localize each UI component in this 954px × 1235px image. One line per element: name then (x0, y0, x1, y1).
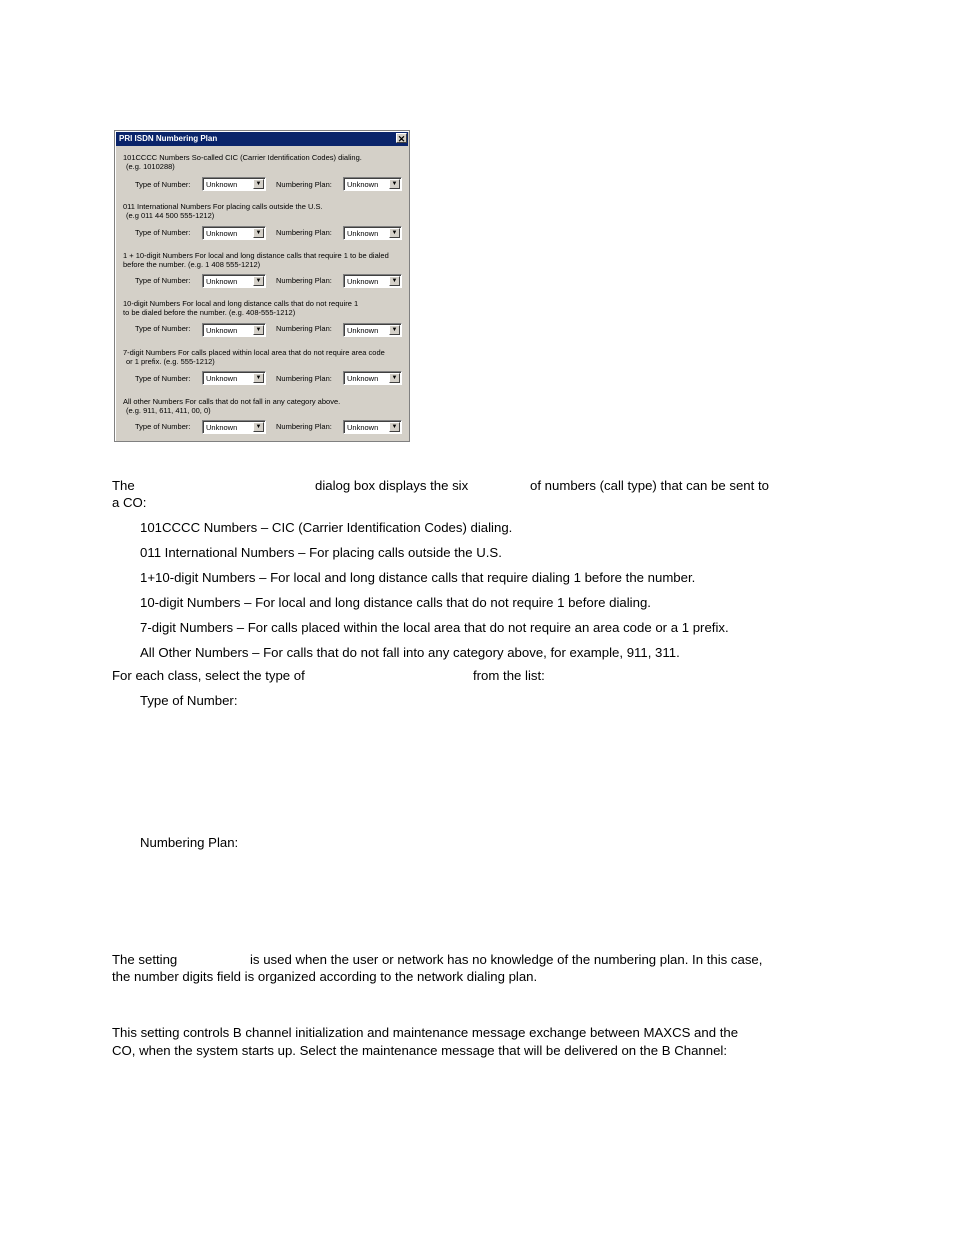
numbering-plan-label: Numbering Plan: (276, 374, 332, 383)
group-7-digit-title: 7-digit Numbers For calls placed within local area that do not require area code (123, 348, 385, 357)
numbering-plan-select[interactable]: Unknown ▼ (343, 226, 402, 240)
type-of-number-heading: Type of Number: (140, 693, 238, 708)
group-10-digit-example: to be dialed before the number. (e.g. 408-555-1212) (123, 308, 296, 317)
chevron-down-icon[interactable]: ▼ (253, 325, 264, 335)
list-item: 10-digit Numbers – For local and long distance calls that do not require 1 before dialing. (140, 595, 651, 610)
type-of-number-select[interactable]: Unknown ▼ (202, 323, 266, 337)
chevron-down-icon[interactable]: ▼ (389, 276, 400, 286)
group-1-10-digit-title: 1 + 10-digit Numbers For local and long distance calls that require 1 to be dialed (123, 251, 389, 260)
type-of-number-label: Type of Number: (135, 180, 191, 189)
setting-note-start: The setting (112, 952, 178, 967)
b-channel-paragraph-line2: CO, when the system starts up. Select the maintenance message that will be delivered on the B Channel: (112, 1043, 728, 1058)
intro-continued: a CO: (112, 495, 147, 510)
numbering-plan-label: Numbering Plan: (276, 180, 332, 189)
group-101cccc-example: (e.g. 1010288) (126, 162, 175, 171)
group-10-digit-title: 10-digit Numbers For local and long distance calls that do not require 1 (123, 299, 359, 308)
type-of-number-select[interactable]: Unknown ▼ (202, 274, 266, 288)
select-instruction-end: from the list: (473, 668, 545, 683)
group-011-title: 011 International Numbers For placing calls outside the U.S. (123, 202, 323, 211)
setting-note-end: the number digits field is organized according to the network dialing plan. (112, 969, 538, 984)
list-item: 011 International Numbers – For placing calls outside the U.S. (140, 545, 502, 560)
group-other-example: (e.g. 911, 611, 411, 00, 0) (126, 406, 211, 415)
type-of-number-label: Type of Number: (135, 228, 191, 237)
chevron-down-icon[interactable]: ▼ (253, 422, 264, 432)
intro-end: of numbers (call type) that can be sent to (530, 478, 769, 493)
group-7-digit-example: or 1 prefix. (e.g. 555-1212) (126, 357, 215, 366)
numbering-plan-select[interactable]: Unknown ▼ (343, 323, 402, 337)
chevron-down-icon[interactable]: ▼ (253, 373, 264, 383)
list-item: 1+10-digit Numbers – For local and long distance calls that require dialing 1 before the number. (140, 570, 696, 585)
chevron-down-icon[interactable]: ▼ (389, 422, 400, 432)
list-item: All Other Numbers – For calls that do not fall into any category above, for example, 911, 311. (140, 645, 680, 660)
chevron-down-icon[interactable]: ▼ (389, 179, 400, 189)
numbering-plan-heading: Numbering Plan: (140, 835, 239, 850)
intro-the: The (112, 478, 135, 493)
select-instruction: For each class, select the type of (112, 668, 305, 683)
chevron-down-icon[interactable]: ▼ (389, 228, 400, 238)
type-of-number-select[interactable]: Unknown ▼ (202, 226, 266, 240)
type-of-number-select[interactable]: Unknown ▼ (202, 420, 266, 434)
b-channel-paragraph-line1: This setting controls B channel initialization and maintenance message exchange between MAXCS and the (112, 1025, 739, 1040)
numbering-plan-dialog (114, 130, 410, 442)
type-of-number-label: Type of Number: (135, 276, 191, 285)
type-of-number-select[interactable]: Unknown ▼ (202, 371, 266, 385)
numbering-plan-select[interactable]: Unknown ▼ (343, 371, 402, 385)
group-011-example: (e.g 011 44 500 555-1212) (126, 211, 215, 220)
numbering-plan-label: Numbering Plan: (276, 276, 332, 285)
numbering-plan-label: Numbering Plan: (276, 324, 332, 333)
type-of-number-label: Type of Number: (135, 324, 191, 333)
chevron-down-icon[interactable]: ▼ (389, 325, 400, 335)
numbering-plan-select[interactable]: Unknown ▼ (343, 177, 402, 191)
chevron-down-icon[interactable]: ▼ (253, 179, 264, 189)
chevron-down-icon[interactable]: ▼ (389, 373, 400, 383)
chevron-down-icon[interactable]: ▼ (253, 276, 264, 286)
list-item: 7-digit Numbers – For calls placed within the local area that do not require an area code or a 1 prefix. (140, 620, 729, 635)
group-other-title: All other Numbers For calls that do not fall in any category above. (123, 397, 341, 406)
type-of-number-label: Type of Number: (135, 374, 191, 383)
group-101cccc-title: 101CCCC Numbers So-called CIC (Carrier Identification Codes) dialing. (123, 153, 362, 162)
numbering-plan-select[interactable]: Unknown ▼ (343, 420, 402, 434)
numbering-plan-select[interactable]: Unknown ▼ (343, 274, 402, 288)
type-of-number-label: Type of Number: (135, 422, 191, 431)
dialog-title: PRI ISDN Numbering Plan (116, 132, 408, 146)
setting-note-middle: is used when the user or network has no knowledge of the numbering plan. In this case, (250, 952, 763, 967)
list-item: 101CCCC Numbers – CIC (Carrier Identification Codes) dialing. (140, 520, 513, 535)
numbering-plan-label: Numbering Plan: (276, 228, 332, 237)
numbering-plan-label: Numbering Plan: (276, 422, 332, 431)
group-1-10-digit-example: before the number. (e.g. 1 408 555-1212) (123, 260, 261, 269)
type-of-number-select[interactable]: Unknown ▼ (202, 177, 266, 191)
close-icon[interactable]: ✕ (397, 134, 406, 144)
chevron-down-icon[interactable]: ▼ (253, 228, 264, 238)
intro-middle: dialog box displays the six (315, 478, 469, 493)
